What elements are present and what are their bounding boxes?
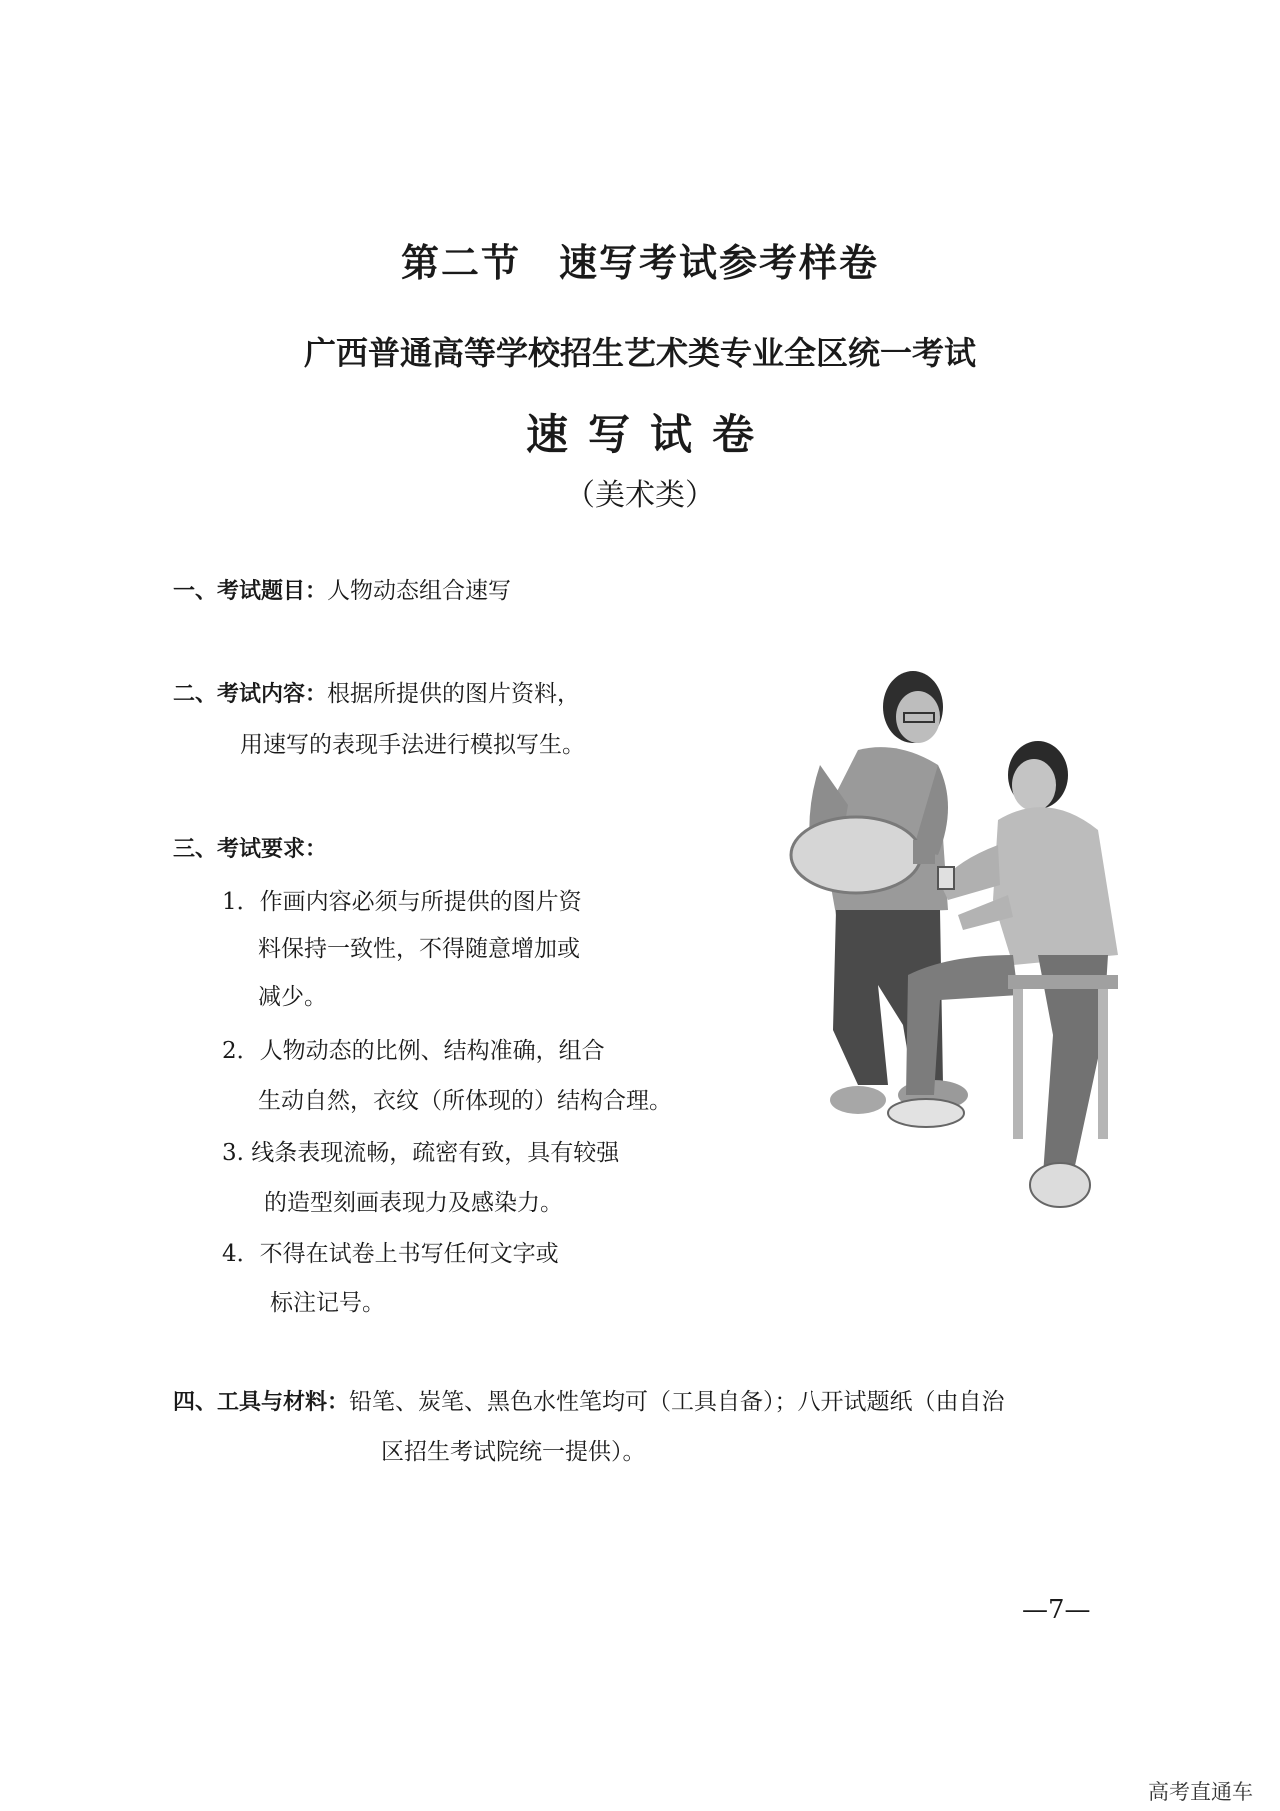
item-topic-text: 人物动态组合速写 — [327, 578, 512, 604]
watermark: 高考直通车 — [1148, 1780, 1253, 1804]
paper-title: 速写试卷 — [525, 410, 774, 459]
item-content — [173, 679, 580, 710]
requirement-line: 3. 线条表现流畅，疏密有致，具有较强 — [222, 1140, 620, 1166]
requirement-line: 生动自然，衣纹（所体现的）结构合理。 — [258, 1088, 672, 1114]
section-title — [0, 232, 1280, 287]
item-content-line2: 用速写的表现手法进行模拟写生。 — [240, 732, 585, 758]
item-tools-label: 四、工具与材料： — [173, 1390, 350, 1415]
requirement-line: 料保持一致性，不得随意增加或 — [258, 936, 580, 962]
requirement-line: 2．人物动态的比例、结构准确，组合 — [222, 1038, 605, 1064]
item-tools-line1: 铅笔、炭笔、黑色水性笔均可（工具自备）；八开试题纸（由自治 — [349, 1389, 1005, 1415]
item-content-label: 二、考试内容： — [173, 682, 328, 707]
reference-photo — [708, 655, 1138, 1265]
section-number: 第二节 — [400, 240, 521, 285]
requirement-line: 4．不得在试卷上书写任何文字或 — [222, 1241, 559, 1267]
item-content-line1: 根据所提供的图片资料， — [327, 681, 581, 707]
item-tools-line2: 区招生考试院统一提供）。 — [381, 1439, 646, 1465]
item-requirements-label: 三、考试要求： — [173, 837, 328, 862]
exam-title: 广西普通高等学校招生艺术类专业全区统一考试 — [303, 334, 976, 372]
item-topic — [173, 576, 511, 607]
requirement-line: 标注记号。 — [270, 1290, 385, 1316]
paper-category: （美术类） — [565, 478, 715, 513]
standing-figure — [791, 671, 968, 1114]
item-tools — [173, 1387, 1005, 1418]
requirement-line: 1．作画内容必须与所提供的图片资 — [222, 889, 582, 915]
page-number: —7— — [1022, 1595, 1091, 1625]
requirement-line: 的造型刻画表现力及感染力。 — [264, 1190, 563, 1216]
item-topic-label: 一、考试题目： — [173, 579, 328, 604]
requirement-line: 减少。 — [258, 984, 327, 1010]
section-name: 速写考试参考样卷 — [559, 240, 880, 285]
